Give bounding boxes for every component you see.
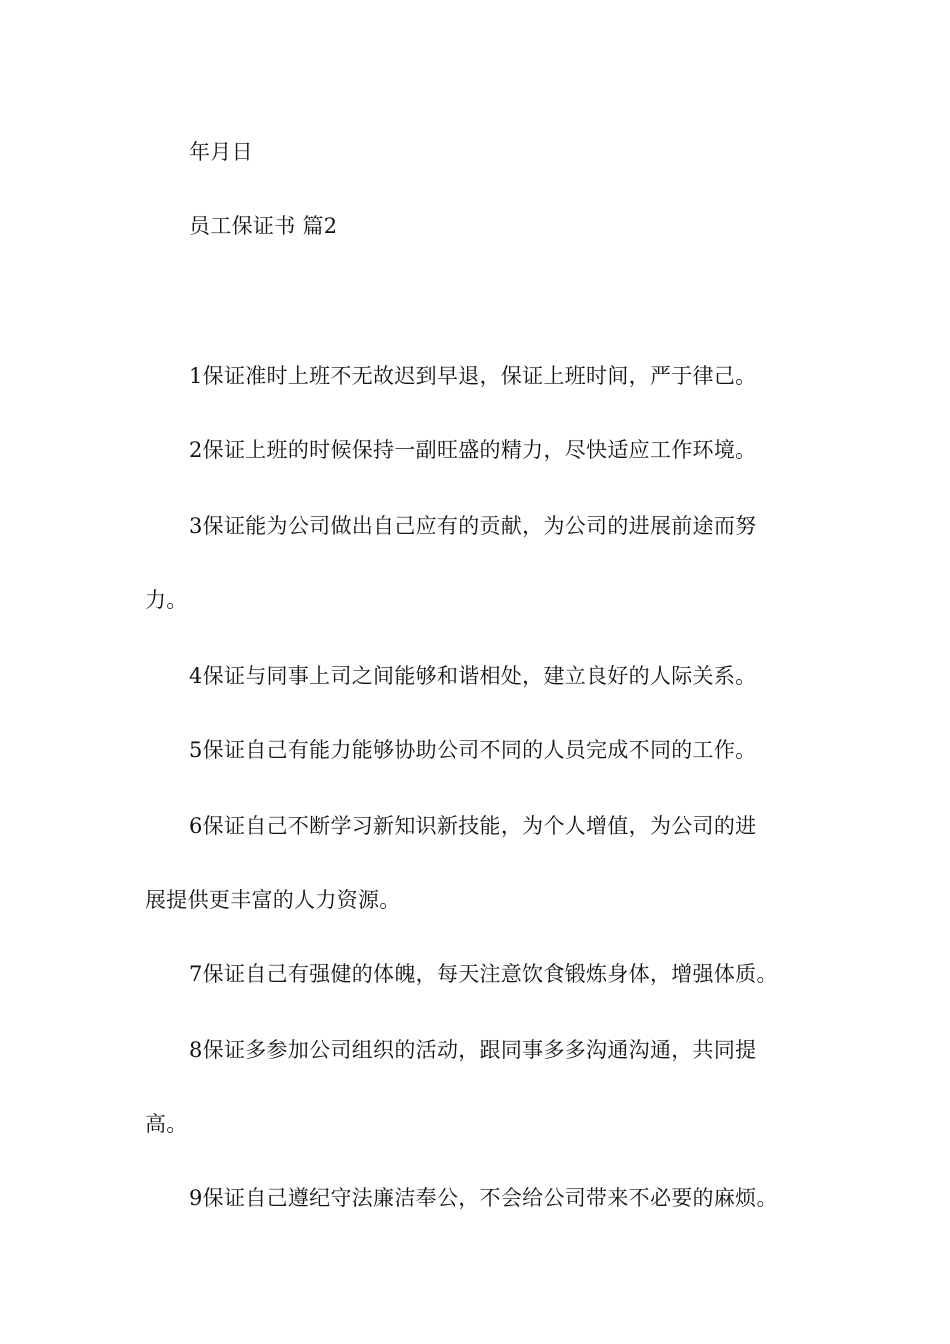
item-9: 9保证自己遵纪守法廉洁奉公，不会给公司带来不必要的麻烦。 (189, 1186, 778, 1210)
item-2: 2保证上班的时候保持一副旺盛的精力，尽快适应工作环境。 (189, 438, 757, 462)
item-3-continuation: 力。 (145, 588, 188, 612)
item-1: 1保证准时上班不无故迟到早退，保证上班时间，严于律己。 (189, 364, 757, 388)
section-title: 员工保证书 篇2 (189, 214, 338, 238)
item-6: 6保证自己不断学习新知识新技能，为个人增值，为公司的进 (189, 814, 757, 838)
item-6-continuation: 展提供更丰富的人力资源。 (145, 888, 401, 912)
item-8: 8保证多参加公司组织的活动，跟同事多多沟通沟通，共同提 (189, 1038, 757, 1062)
item-5: 5保证自己有能力能够协助公司不同的人员完成不同的工作。 (189, 738, 757, 762)
item-7: 7保证自己有强健的体魄，每天注意饮食锻炼身体，增强体质。 (189, 962, 778, 986)
item-8-continuation: 高。 (145, 1112, 188, 1136)
date-line: 年月日 (189, 140, 253, 164)
item-3: 3保证能为公司做出自己应有的贡献，为公司的进展前途而努 (189, 514, 757, 538)
item-4: 4保证与同事上司之间能够和谐相处，建立良好的人际关系。 (189, 664, 757, 688)
